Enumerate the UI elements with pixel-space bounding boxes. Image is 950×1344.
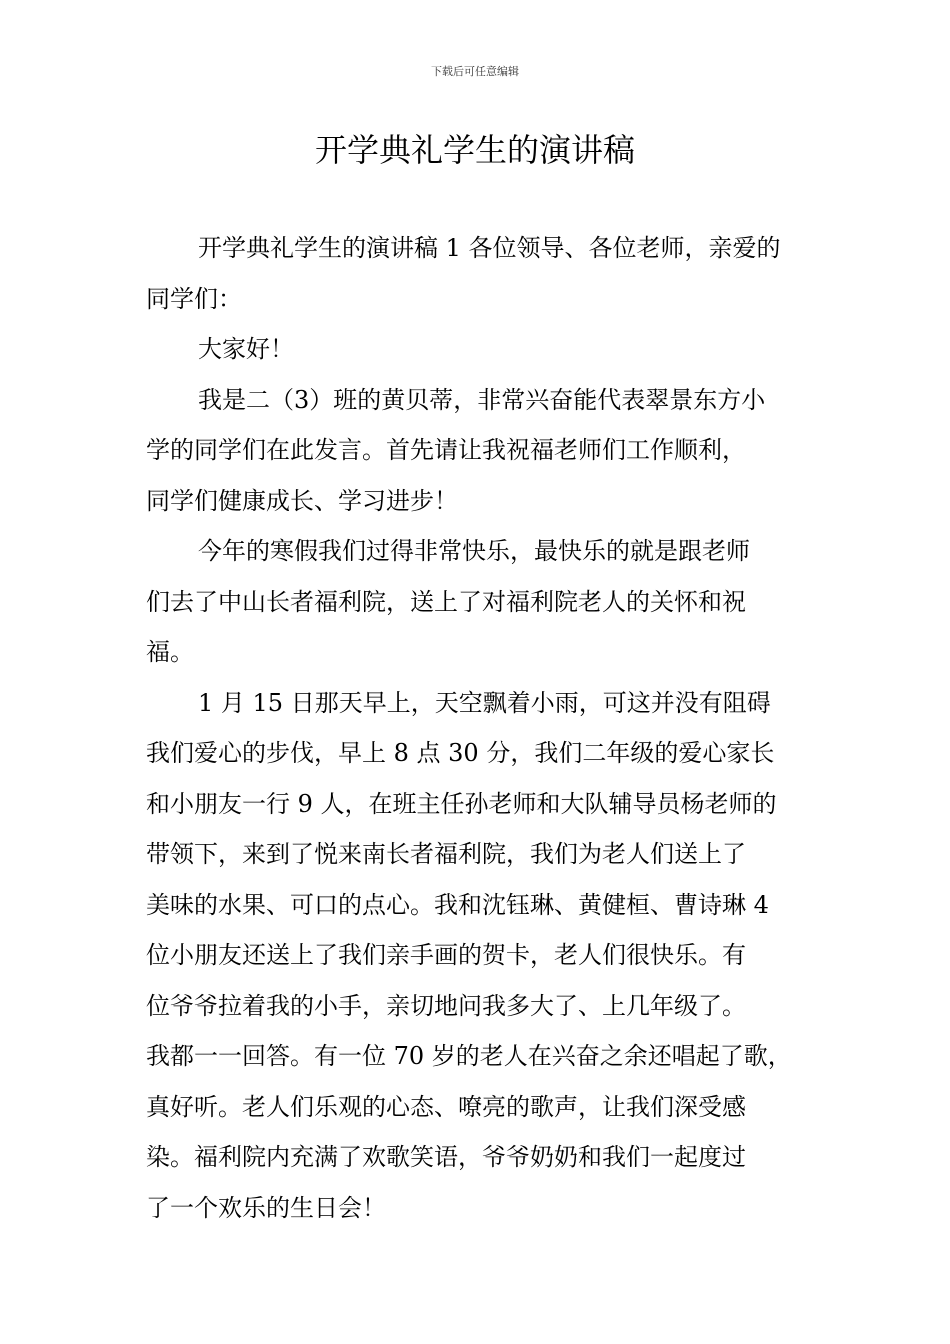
paragraph (146, 375, 810, 527)
paragraph-line: 1 月 15 日那天早上，天空飘着小雨，可这并没有阻碍 (198, 688, 771, 717)
paragraph-line: 学的同学们在此发言。首先请让我祝福老师们工作顺利， (146, 436, 746, 464)
paragraph-line: 大家好！ (198, 335, 294, 363)
paragraph-line: 染。福利院内充满了欢歌笑语，爷爷奶奶和我们一起度过 (146, 1143, 746, 1171)
paragraph-line: 和小朋友一行 9 人，在班主任孙老师和大队辅导员杨老师的 (146, 789, 777, 818)
paragraph (146, 324, 810, 375)
paragraph-line: 位小朋友还送上了我们亲手画的贺卡，老人们很快乐。有 (146, 941, 746, 969)
paragraph-line: 我们爱心的步伐，早上 8 点 30 分，我们二年级的爱心家长 (146, 739, 775, 767)
paragraph-line: 同学们： (146, 284, 242, 313)
paragraph-line: 真好听。老人们乐观的心态、嘹亮的歌声，让我们深受感 (146, 1092, 746, 1121)
paragraph-line: 我都一一回答。有一位 70 岁的老人在兴奋之余还唱起了歌， (146, 1042, 792, 1070)
paragraph-line: 我是二（3）班的黄贝蒂，非常兴奋能代表翠景东方小 (198, 385, 766, 414)
paragraph-line: 位爷爷拉着我的小手，亲切地问我多大了、上几年级了。 (146, 991, 746, 1020)
paragraph-line: 带领下，来到了悦来南长者福利院，我们为老人们送上了 (146, 840, 746, 868)
paragraph-line: 福。 (146, 638, 194, 666)
paragraph-line: 们去了中山长者福利院，送上了对福利院老人的关怀和祝 (146, 587, 746, 616)
paragraph-line: 了一个欢乐的生日会！ (146, 1193, 386, 1222)
paragraph (146, 678, 810, 1234)
header-note: 下载后可任意编辑 (431, 65, 519, 78)
paragraph-line: 美味的水果、可口的点心。我和沈钰琳、黄健桓、曹诗琳 4 (146, 890, 769, 919)
paragraph-line: 今年的寒假我们过得非常快乐，最快乐的就是跟老师 (198, 537, 750, 565)
paragraph (146, 526, 810, 678)
document-title: 开学典礼学生的演讲稿 (314, 131, 635, 169)
document-body (146, 223, 810, 1233)
paragraph-line: 开学典礼学生的演讲稿 1 各位领导、各位老师，亲爱的 (198, 234, 781, 262)
paragraph-line: 同学们健康成长、学习进步！ (146, 486, 458, 515)
paragraph (146, 223, 810, 324)
